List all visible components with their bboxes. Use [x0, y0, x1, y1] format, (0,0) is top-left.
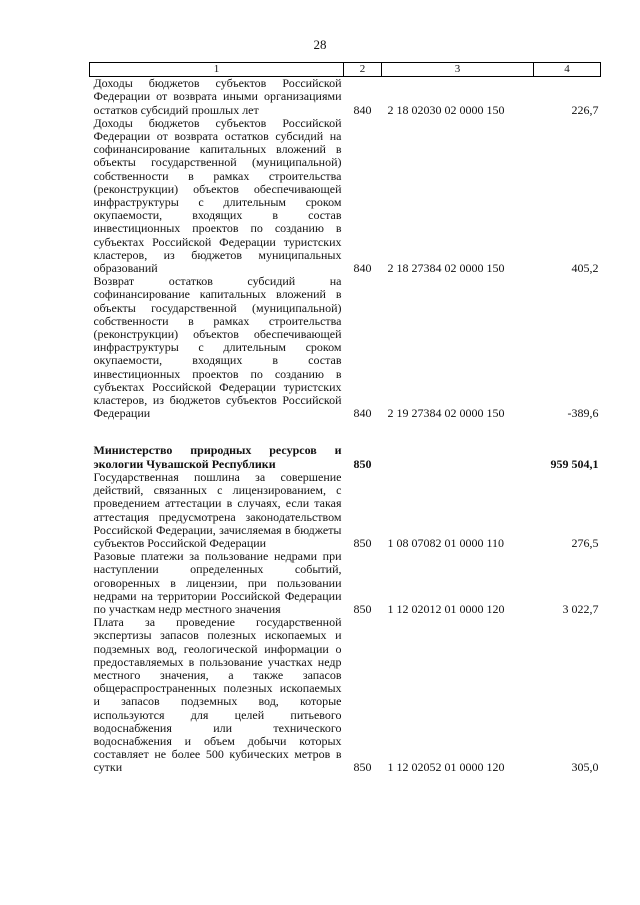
revenue-table: [89, 62, 601, 775]
row-admin-code: 840: [353, 102, 372, 117]
row-name: Плата за проведение государственной экспертизы запасов полезных ископаемых и подземных вод, геологической информации о предоставляемых в пользование участках недр местного значения, а также запасов общераспространенных полезных ископаемых и запасов подземных вод, которые используются для целей питьевого водоснабжения или технического водоснабжения и объем добычи которых составляет не более 500 кубических метров в сутки: [93, 615, 342, 775]
section-admin-code: 850: [353, 456, 372, 471]
row-name: Разовые платежи за пользование недрами при наступлении определенных событий, оговоренных в лицензии, при пользовании недрами на территории Российской Федерации по участкам недр местного значения: [93, 549, 342, 616]
row-name: Доходы бюджетов субъектов Российской Федерации от возврата остатков субсидий на софинансирование капитальных вложений в объекты государственной (муниципальной) собственности в рамках строительства (реконструкции) объектов обеспечивающей инфраструктуры с длительным сроком окупаемости, входящих в состав инвестиционных проектов по созданию в субъектах Российской Федерации туристских кластеров, из бюджетов муниципальных образований: [93, 115, 342, 276]
row-amount: 226,7: [571, 102, 599, 117]
row-name: Доходы бюджетов субъектов Российской Федерации от возврата иными организациями остатков субсидий прошлых лет: [93, 76, 342, 117]
table-row: [90, 275, 601, 420]
table-row: [90, 117, 601, 275]
row-amount: 405,2: [571, 261, 599, 276]
table-row: [90, 471, 601, 550]
column-header-4: 4: [534, 63, 601, 77]
row-budget-code: 1 08 07082 01 0000 110: [387, 535, 505, 550]
row-budget-code: 2 18 02030 02 0000 150: [387, 102, 505, 117]
row-budget-code: 1 12 02012 01 0000 120: [387, 601, 505, 616]
row-budget-code: 2 18 27384 02 0000 150: [387, 261, 505, 276]
row-admin-code: 850: [353, 760, 372, 775]
section-name: Министерство природных ресурсов и экологии Чувашской Республики: [93, 443, 342, 471]
column-header-2: 2: [344, 63, 382, 77]
row-name: Государственная пошлина за совершение действий, связанных с лицензированием, с проведением аттестации в случаях, если такая аттестация предусмотрена законодательством Российской Федерации, зачисляемая в бюджеты субъектов Российской Федерации: [93, 469, 342, 550]
row-amount: 276,5: [571, 535, 599, 550]
row-amount: -389,6: [567, 406, 599, 421]
page-number: 28: [313, 37, 327, 52]
row-budget-code: 1 12 02052 01 0000 120: [387, 760, 505, 775]
table-row: [90, 550, 601, 616]
row-admin-code: 850: [353, 535, 372, 550]
column-header-3: 3: [382, 63, 534, 77]
row-amount: 305,0: [571, 760, 599, 775]
row-admin-code: 840: [353, 261, 372, 276]
table-row: [90, 77, 601, 117]
row-amount: 3 022,7: [562, 601, 599, 616]
section-spacer: [90, 420, 601, 444]
section-total: 959 504,1: [550, 456, 599, 471]
row-admin-code: 850: [353, 601, 372, 616]
row-name: Возврат остатков субсидий на софинансирование капитальных вложений в объекты государственной (муниципальной) собственности в рамках строительства (реконструкции) объектов обеспечивающей инфраструктуры с длительным сроком окупаемости, входящих в состав инвестиционных проектов по созданию в субъектах Российской Федерации туристских кластеров, из бюджетов субъектов Российской Федерации: [93, 274, 342, 421]
row-admin-code: 840: [353, 406, 372, 421]
column-header-1: 1: [90, 63, 344, 77]
section-header-row: [90, 444, 601, 470]
column-numbers-row: [90, 63, 601, 77]
table-row: [90, 616, 601, 774]
row-budget-code: 2 19 27384 02 0000 150: [387, 406, 505, 421]
